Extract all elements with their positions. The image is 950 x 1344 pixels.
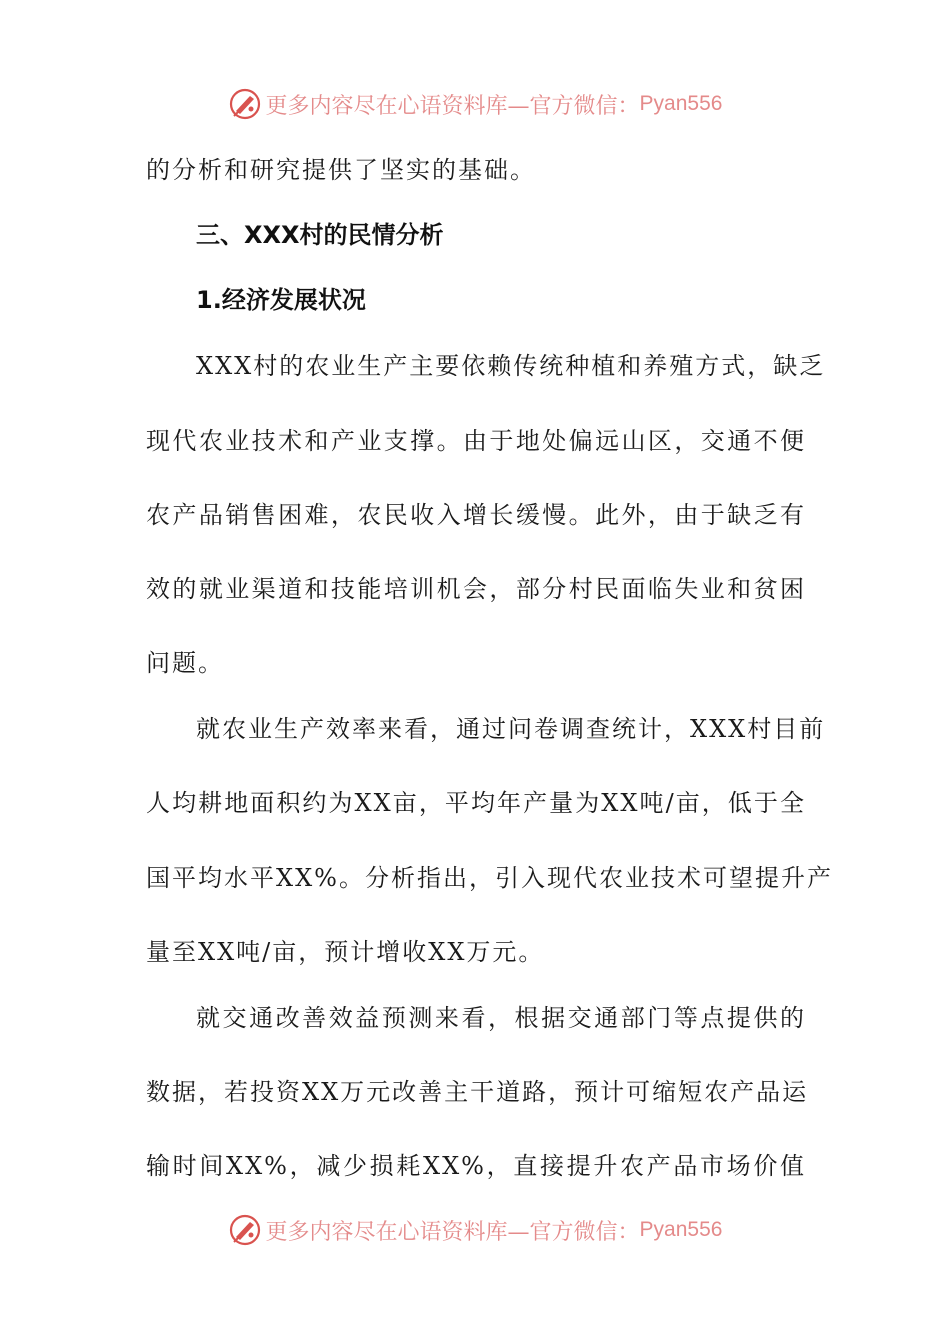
body-line: 农产品销售困难，农民收入增长缓慢。此外，由于缺乏有 bbox=[146, 501, 806, 529]
section-heading: 三、XXX村的民情分析 bbox=[196, 221, 444, 249]
body-line: 效的就业渠道和技能培训机会，部分村民面临失业和贫困 bbox=[146, 575, 806, 603]
subsection-heading: 1.经济发展状况 bbox=[196, 286, 366, 314]
header-watermark-banner bbox=[0, 82, 950, 126]
body-line: 国平均水平XX%。分析指出，引入现代农业技术可望提升产 bbox=[146, 864, 833, 892]
body-line: 问题。 bbox=[146, 649, 224, 677]
quill-seal-icon bbox=[228, 87, 262, 121]
banner-text: 更多内容尽在心语资料库—官方微信： bbox=[265, 1219, 640, 1245]
body-line: 量至XX吨/亩，预计增收XX万元。 bbox=[146, 938, 545, 966]
body-line: 人均耕地面积约为XX亩，平均年产量为XX吨/亩，低于全 bbox=[146, 789, 806, 817]
banner-wechat-id: Pyan556 bbox=[639, 1218, 723, 1241]
quill-seal-icon bbox=[228, 1213, 262, 1247]
banner-text: 更多内容尽在心语资料库—官方微信： bbox=[265, 93, 640, 119]
body-line: XXX村的农业生产主要依赖传统种植和养殖方式，缺乏 bbox=[196, 352, 826, 380]
body-line: 现代农业技术和产业支撑。由于地处偏远山区，交通不便 bbox=[146, 427, 806, 455]
banner-wechat-id: Pyan556 bbox=[639, 92, 723, 115]
body-line: 数据，若投资XX万元改善主干道路，预计可缩短农产品运 bbox=[146, 1078, 809, 1106]
footer-watermark-banner bbox=[0, 1208, 950, 1252]
body-line: 就农业生产效率来看，通过问卷调查统计，XXX村目前 bbox=[196, 715, 826, 743]
body-line: 的分析和研究提供了坚实的基础。 bbox=[146, 156, 536, 184]
body-line: 就交通改善效益预测来看，根据交通部门等点提供的 bbox=[196, 1004, 806, 1032]
body-line: 输时间XX%，减少损耗XX%，直接提升农产品市场价值 bbox=[146, 1152, 806, 1180]
